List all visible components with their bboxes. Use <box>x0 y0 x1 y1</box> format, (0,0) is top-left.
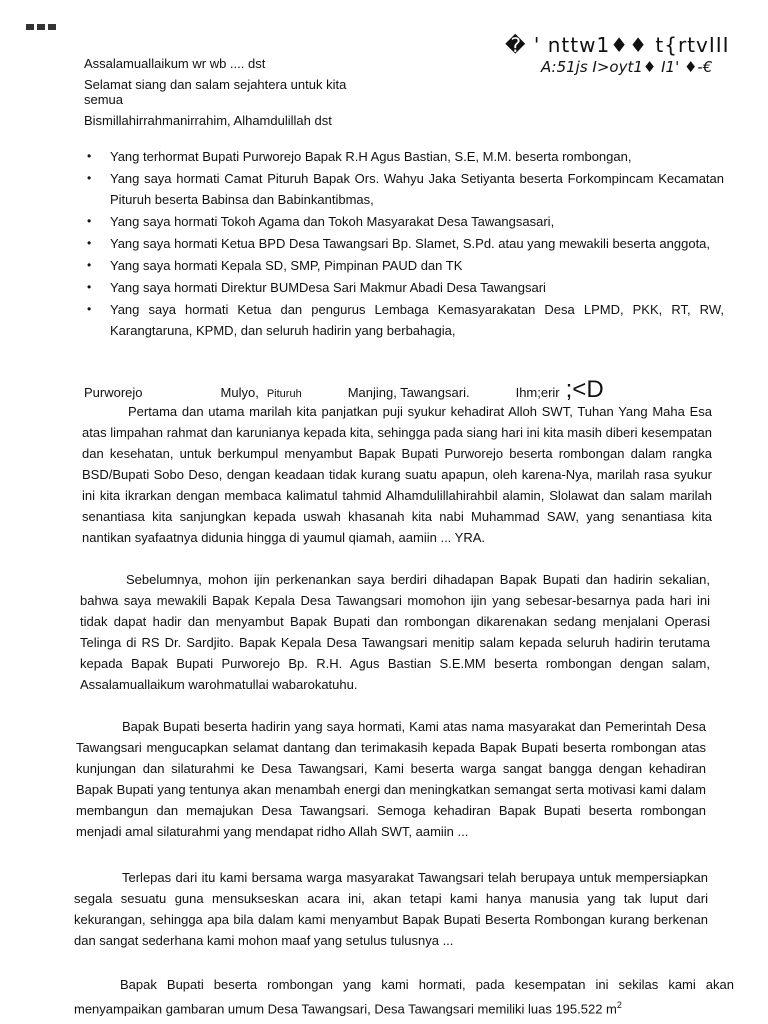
greeting-2: Selamat siang dan salam sejahtera untuk kita semua <box>84 77 347 107</box>
salutation-item: • Yang saya hormati Tokoh Agama dan Tokoh Masyarakat Desa Tawangsasari, <box>84 211 724 232</box>
location-word: Ihm;erir <box>515 385 560 400</box>
salutation-item: • Yang saya hormati Direktur BUMDesa Sari Makmur Abadi Desa Tawangsari <box>84 277 724 298</box>
paragraph: Bapak Bupati beserta hadirin yang saya hormati, Kami atas nama masyarakat dan Pemerintah Desa Tawangsari mengucapkan selamat dantang dan terimakasih kepada Bapak Bupati beserta rombongan atas kunjungan dan silaturahmi ke Desa Tawangsari, Kami beserta warga sangat bangga dengan kehadiran Bapak Bupati yang tentunya akan menambah energi dan meningkatkan semangat serta motivasi kami dalam membangun dan memajukan Desa Tawangsari. Semoga kehadiran Bapak Bupati beserta rombongan menjadi amal silaturahmi yang mendapat ridho Allah SWT, aamiin ... <box>76 719 706 839</box>
scribble-line-2: A:51js I>oyt1♦ I1' ♦-€ <box>541 58 713 76</box>
paragraph: Pertama dan utama marilah kita panjatkan puji syukur kehadirat Alloh SWT, Tuhan Yang Maha Esa atas limpahan rahmat dan karunianya kepada kita, sehingga pada siang hari ini kita masih diberi kesempatan dan kesehatan, untuk berkumpul menyambut Bapak Bupati Purworejo beserta rombongan dalam rangka BSD/Bupati Sobo Deso, dengan keadaan tidak kurang suatu apapun, oleh karena-Nya, marilah rasa syukur ini kita ikrarkan dengan membaca kalimatul tahmid Alhamdulillahirahbil alamin, Slolawat dan salam marilah senantiasa kita sanjungkan kepada uswah khasanah kita nabi Muhammad SAW, yang senantiasa kita nantikan syafaatnya didunia hingga di yaumul qiamah, aamiin ... YRA. <box>82 404 712 545</box>
salutation-item: • Yang saya hormati Kepala SD, SMP, Pimpinan PAUD dan TK <box>84 255 724 276</box>
handwritten-scribble <box>505 34 730 78</box>
greetings-block <box>84 56 384 134</box>
paragraph: Sebelumnya, mohon ijin perkenankan saya berdiri dihadapan Bapak Bupati dan hadirin sekalian, bahwa saya mewakili Bapak Kepala Desa Tawangsari momohon ijin yang sebesar-besarnya pada hari ini tidak dapat hadir dan menyambut Bapak Bupati dan rombongan dikarenakan sedang menjalani Operasi Telinga di RS Dr. Sardjito. Bapak Kepala Desa Tawangsari menitip salam kepada seluruh hadirin terutama kepada Bapak Bupati Purworejo Bp. R.H. Agus Bastian S.E.MM beserta rombongan dengan salam, Assalamuallaikum warohmatullai wabarokatuhu. <box>80 572 710 692</box>
greeting-1: Assalamuallaikum wr wb .... dst <box>84 56 266 71</box>
location-line <box>84 376 704 404</box>
scan-mark <box>26 24 56 30</box>
salutation-item: • Yang terhormat Bupati Purworejo Bapak R.H Agus Bastian, S.E, M.M. beserta rombongan, <box>84 146 724 167</box>
greeting-3: Bismillahirrahmanirrahim, Alhamdulillah dst <box>84 113 332 128</box>
location-word: Purworejo <box>84 385 143 400</box>
paragraph <box>74 974 734 1019</box>
location-word: Manjing, Tawangsari. <box>347 385 470 400</box>
paragraph-text: Bapak Bupati beserta rombongan yang kami hormati, pada kesempatan ini sekilas kami akan menyampaikan gambaran umum Desa Tawangsari, Desa Tawangsari memiliki luas 195.522 m <box>74 977 734 1017</box>
salutation-list <box>84 146 724 342</box>
scribble-line-1: � ' nttw1♦♦ t{rtvIII <box>505 33 730 57</box>
garbled-glyph: ;<D <box>565 376 604 403</box>
paragraph: Terlepas dari itu kami bersama warga masyarakat Tawangsari telah berupaya untuk mempersiapkan segala sesuatu guna mensukseskan acara ini, akan tetapi kami hanya manusia yang tak luput dari kekurangan, sehingga apa bila dalam kami menyambut Bapak Bupati Beserta Rombongan kurang berkenan dan sangat sederhana kami mohon maaf yang setulus tulusnya ... <box>74 870 708 948</box>
location-word: Mulyo, <box>220 385 259 400</box>
salutation-item: • Yang saya hormati Ketua BPD Desa Tawangsari Bp. Slamet, S.Pd. atau yang mewakili beserta anggota, <box>84 233 724 254</box>
area-superscript: 2 <box>616 1000 622 1010</box>
location-word: Pituruh <box>266 388 302 400</box>
salutation-item: • Yang saya hormati Ketua dan pengurus Lembaga Kemasyarakatan Desa LPMD, PKK, RT, RW, Karangtaruna, KPMD, dan seluruh hadirin yang berbahagia, <box>84 299 724 341</box>
salutation-item: • Yang saya hormati Camat Pituruh Bapak Ors. Wahyu Jaka Setiyanta beserta Forkompincam Kecamatan Pituruh beserta Babinsa dan Babinkantibmas, <box>84 168 724 210</box>
